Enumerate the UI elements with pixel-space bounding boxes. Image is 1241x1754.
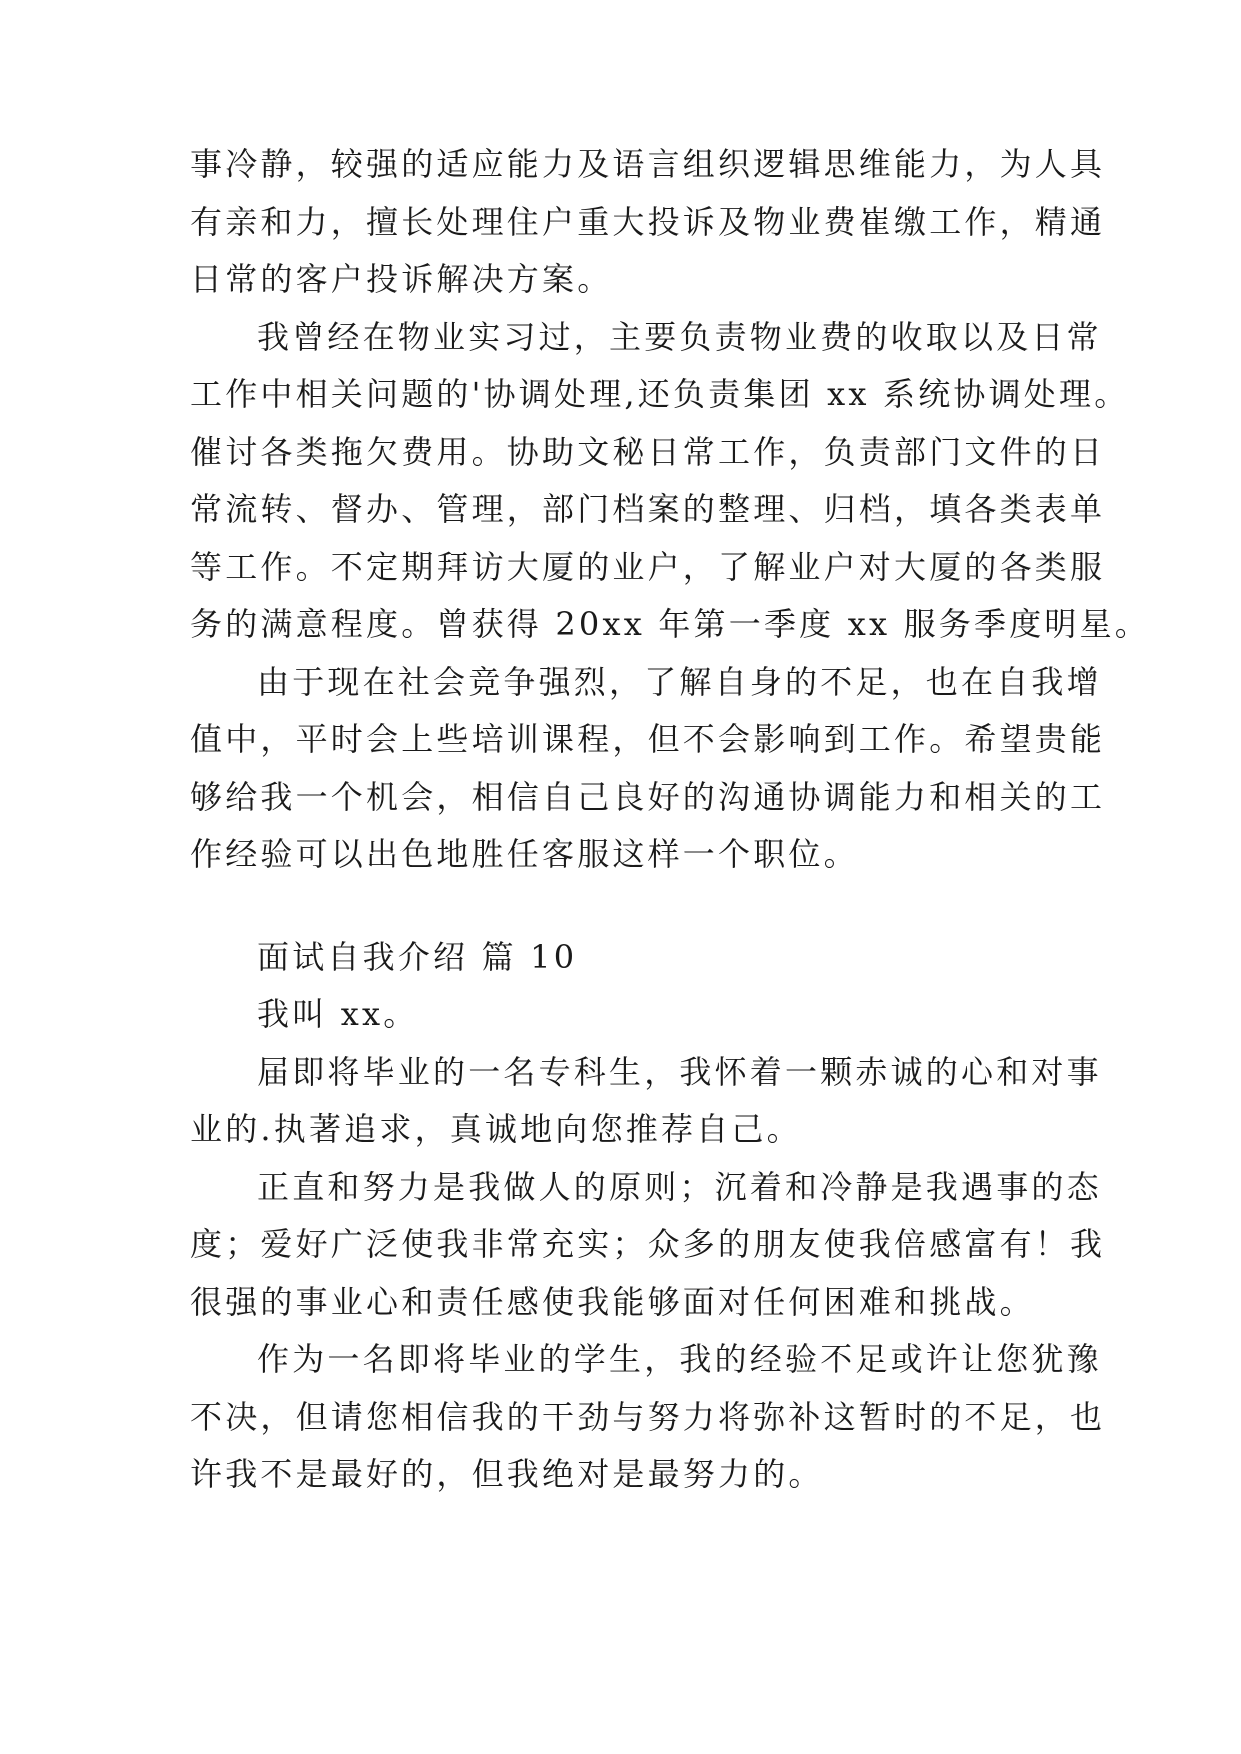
paragraph-line: 许我不是最好的，但我绝对是最努力的。 (190, 1455, 824, 1493)
paragraph-line: 够给我一个机会，相信自己良好的沟通协调能力和相关的工 (190, 778, 1106, 816)
paragraph-line: 作为一名即将毕业的学生，我的经验不足或许让您犹豫 (257, 1340, 1102, 1378)
paragraph-line: 等工作。不定期拜访大厦的业户，了解业户对大厦的各类服 (190, 548, 1106, 586)
paragraph-line: 值中，平时会上些培训课程，但不会影响到工作。希望贵能 (190, 720, 1106, 758)
paragraph-line: 我曾经在物业实习过，主要负责物业费的收取以及日常 (257, 318, 1102, 356)
paragraph-line: 日常的客户投诉解决方案。 (190, 260, 613, 298)
paragraph-line: 催讨各类拖欠费用。协助文秘日常工作，负责部门文件的日 (190, 433, 1106, 471)
paragraph-line: 有亲和力，擅长处理住户重大投诉及物业费崔缴工作，精通 (190, 203, 1106, 241)
section-heading: 面试自我介绍 篇 10 (257, 938, 578, 976)
paragraph-line: 我叫 xx。 (257, 995, 419, 1033)
paragraph-line: 常流转、督办、管理，部门档案的整理、归档，填各类表单 (190, 490, 1106, 528)
paragraph-line: 届即将毕业的一名专科生，我怀着一颗赤诚的心和对事 (257, 1053, 1102, 1091)
paragraph-line: 工作中相关问题的'协调处理,还负责集团 xx 系统协调处理。 (190, 375, 1130, 413)
paragraph-line: 事冷静，较强的适应能力及语言组织逻辑思维能力，为人具 (190, 145, 1106, 183)
paragraph-line: 很强的事业心和责任感使我能够面对任何困难和挑战。 (190, 1283, 1035, 1321)
paragraph-line: 由于现在社会竞争强烈，了解自身的不足，也在自我增 (257, 663, 1102, 701)
paragraph-line: 度；爱好广泛使我非常充实；众多的朋友使我倍感富有！我 (190, 1225, 1106, 1263)
paragraph-line: 业的.执著追求，真诚地向您推荐自己。 (190, 1110, 802, 1148)
paragraph-line: 正直和努力是我做人的原则；沉着和冷静是我遇事的态 (257, 1168, 1102, 1206)
paragraph-line: 务的满意程度。曾获得 20xx 年第一季度 xx 服务季度明星。 (190, 605, 1150, 643)
paragraph-line: 作经验可以出色地胜任客服这样一个职位。 (190, 835, 859, 873)
paragraph-line: 不决，但请您相信我的干劲与努力将弥补这暂时的不足，也 (190, 1398, 1106, 1436)
